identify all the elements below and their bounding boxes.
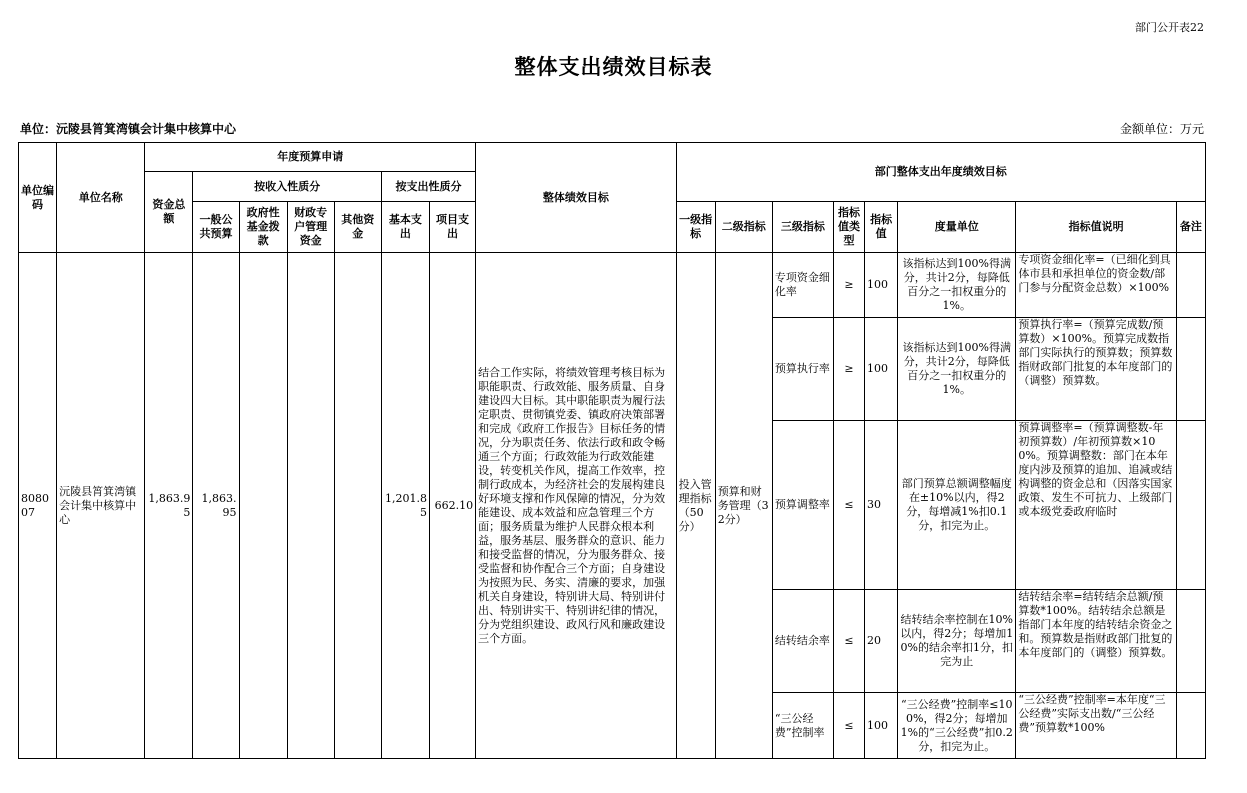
indicator-desc: “三公经费”控制率=本年度“三公经费”实际支出数/“三公经费”预算数*100% xyxy=(1016,693,1176,759)
indicator-value: 30 xyxy=(865,421,898,590)
indicator-remark xyxy=(1176,421,1205,590)
header-value-desc: 指标值说明 xyxy=(1016,202,1176,253)
unit-label: 单位：沅陵县筲箕湾镇会计集中核算中心 xyxy=(20,122,237,136)
header-measure-unit: 度量单位 xyxy=(898,202,1016,253)
indicator-name: 结转结余率 xyxy=(772,590,833,693)
general-budget-cell: 1,863.95 xyxy=(193,253,239,759)
header-level1: 一级指标 xyxy=(676,202,715,253)
header-annual-budget: 年度预算申请 xyxy=(145,143,476,172)
other-funds-cell xyxy=(334,253,381,759)
money-unit-label: 金额单位：万元 xyxy=(1119,122,1204,136)
indicator-desc: 预算调整率=（预算调整数-年初预算数）/年初预算数×100%。预算调整数：部门在本年度内涉及预算的追加、追减或结构调整的资金总和（因落实国家政策、发生不可抗力、上级部门或本级党委政府临时 xyxy=(1016,421,1176,590)
total-funds-cell: 1,863.95 xyxy=(145,253,193,759)
indicator-type: ≤ xyxy=(833,590,864,693)
indicator-desc: 专项资金细化率=（已细化到具体市县和承担单位的资金数/部门参与分配资金总数）×100% xyxy=(1016,253,1176,318)
unit-name-cell: 沅陵县筲箕湾镇会计集中核算中心 xyxy=(57,253,145,759)
indicator-measure: 结转结余率控制在10%以内，得2分；每增加10%的结余率扣1分，扣完为止 xyxy=(898,590,1016,693)
indicator-remark xyxy=(1176,253,1205,318)
header-total-funds: 资金总额 xyxy=(145,172,193,253)
indicator-name: 预算执行率 xyxy=(772,318,833,421)
level2-cell: 预算和财务管理（32分） xyxy=(715,253,772,759)
basic-expense-cell: 1,201.85 xyxy=(381,253,429,759)
indicator-value: 100 xyxy=(865,253,898,318)
indicator-measure: 该指标达到100%得满分，共计2分，每降低百分之一扣权重分的1%。 xyxy=(898,253,1016,318)
special-account-cell xyxy=(287,253,334,759)
indicator-row xyxy=(19,253,1206,318)
unit-code-cell: 808007 xyxy=(19,253,57,759)
indicator-name: “三公经费”控制率 xyxy=(772,693,833,759)
header-unit-code: 单位编码 xyxy=(19,143,57,253)
header-project-expense: 项目支出 xyxy=(429,202,475,253)
header-gov-fund: 政府性基金拨款 xyxy=(239,202,287,253)
indicator-type: ≥ xyxy=(833,253,864,318)
header-level2: 二级指标 xyxy=(715,202,772,253)
level1-cell: 投入管理指标（50分） xyxy=(676,253,715,759)
header-general-budget: 一般公共预算 xyxy=(193,202,239,253)
indicator-type: ≥ xyxy=(833,318,864,421)
header-dept-goal: 部门整体支出年度绩效目标 xyxy=(676,143,1205,202)
header-level3: 三级指标 xyxy=(772,202,833,253)
header-basic-expense: 基本支出 xyxy=(381,202,429,253)
indicator-desc: 预算执行率=（预算完成数/预算数）×100%。预算完成数指部门实际执行的预算数；预算数指财政部门批复的本年度部门的（调整）预算数。 xyxy=(1016,318,1176,421)
header-unit-name: 单位名称 xyxy=(57,143,145,253)
indicator-name: 预算调整率 xyxy=(772,421,833,590)
indicator-measure: 该指标达到100%得满分，共计2分，每降低百分之一扣权重分的1%。 xyxy=(898,318,1016,421)
indicator-value: 100 xyxy=(865,693,898,759)
header-other-funds: 其他资金 xyxy=(334,202,381,253)
page-title: 整体支出绩效目标表 xyxy=(514,54,713,79)
header-value-type: 指标值类型 xyxy=(833,202,864,253)
indicator-value: 20 xyxy=(865,590,898,693)
indicator-value: 100 xyxy=(865,318,898,421)
indicator-measure: 部门预算总额调整幅度在±10%以内，得2分，每增减1%扣0.1分，扣完为止。 xyxy=(898,421,1016,590)
project-expense-cell: 662.10 xyxy=(429,253,475,759)
indicator-remark xyxy=(1176,318,1205,421)
indicator-type: ≤ xyxy=(833,421,864,590)
indicator-remark xyxy=(1176,693,1205,759)
performance-table xyxy=(18,142,1206,759)
header-by-expense: 按支出性质分 xyxy=(381,172,475,202)
header-remark: 备注 xyxy=(1176,202,1205,253)
header-value: 指标值 xyxy=(865,202,898,253)
indicator-name: 专项资金细化率 xyxy=(772,253,833,318)
form-code: 部门公开表22 xyxy=(1135,21,1204,34)
header-overall-goal: 整体绩效目标 xyxy=(476,143,677,253)
header-by-income: 按收入性质分 xyxy=(193,172,381,202)
gov-fund-cell xyxy=(239,253,287,759)
indicator-measure: “三公经费”控制率≤100%，得2分；每增加1%的“三公经费”扣0.2分，扣完为止。 xyxy=(898,693,1016,759)
indicator-remark xyxy=(1176,590,1205,693)
header-special-account: 财政专户管理资金 xyxy=(287,202,334,253)
indicator-type: ≤ xyxy=(833,693,864,759)
overall-goal-cell: 结合工作实际，将绩效管理考核目标为职能职责、行政效能、服务质量、自身建设四大目标。其中职能职责为履行法定职责、贯彻镇党委、镇政府决策部署和完成《政府工作报告》目标任务的情况，分为职责任务、依法行政和政令畅通三个方面；行政效能为行政效能建设，转变机关作风，提高工作效率，控制行政成本，为经济社会的发展构建良好环境支撑和作风保障的情况，分为效能建设、成本效益和应急管理三个方面；服务质量为维护人民群众根本利益，服务基层、服务群众的意识、能力和接受监督的情况，分为服务群众、接受监督和协作配合三个方面；自身建设为按照为民、务实、清廉的要求，加强机关自身建设，特别讲大局、特别讲付出、特别讲实干、特别讲纪律的情况，分为党组织建设、政风行风和廉政建设三个方面。 xyxy=(476,253,677,759)
indicator-desc: 结转结余率=结转结余总额/预算数*100%。结转结余总额是指部门本年度的结转结余资金之和。预算数是指财政部门批复的本年度部门的（调整）预算数。 xyxy=(1016,590,1176,693)
